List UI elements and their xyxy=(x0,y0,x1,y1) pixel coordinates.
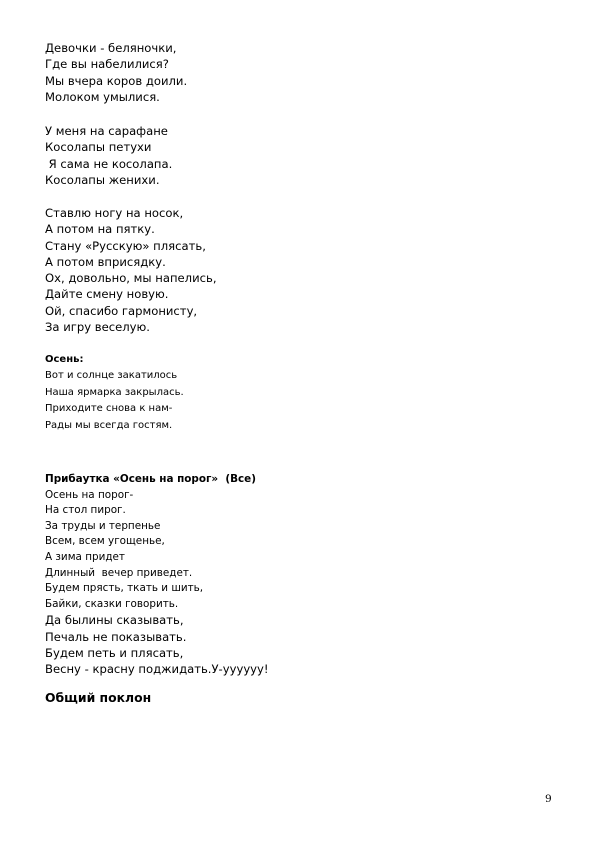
text-line: У меня на сарафане xyxy=(45,124,168,138)
text-line: Ох, довольно, мы напелись, xyxy=(45,271,217,286)
text-line: А потом вприсядку. xyxy=(45,254,166,269)
text-line: Байки, сказки говорить. xyxy=(45,597,179,610)
pribautka-heading: Прибаутка «Осень на порог» (Все) xyxy=(45,473,256,485)
text-line: Девочки - беляночки, xyxy=(45,41,177,55)
text-line: Наша ярмарка закрылась. xyxy=(45,386,184,398)
text-line: Косолапы женихи. xyxy=(45,172,160,187)
stanza-2 xyxy=(45,123,172,188)
text-line: Я сама не косолапа. xyxy=(45,156,173,171)
text-line: Осень на порог- xyxy=(45,488,134,501)
page-number: 9 xyxy=(545,793,552,805)
text-line: Длинный вечер приведет. xyxy=(45,566,193,579)
text-line: Стану «Русскую» плясать, xyxy=(45,238,206,253)
autumn-heading: Осень: xyxy=(45,354,84,365)
text-line: Печаль не показывать. xyxy=(45,629,187,644)
text-line: А потом на пятку. xyxy=(45,222,155,237)
final-bow-heading: Общий поклон xyxy=(45,690,152,705)
autumn-section xyxy=(45,352,184,434)
text-line: Весну - красну поджидать.У-уууууу! xyxy=(45,662,269,677)
text-line: Мы вчера коров доили. xyxy=(45,73,188,88)
text-line: Да былины сказывать, xyxy=(45,613,184,628)
stanza-3 xyxy=(45,205,217,335)
pribautka-section xyxy=(45,472,269,678)
text-line: Рады мы всегда гостям. xyxy=(45,419,173,431)
text-line: На стол пирог. xyxy=(45,504,126,517)
text-line: За игру веселую. xyxy=(45,320,150,335)
stanza-1 xyxy=(45,40,187,105)
text-line: Дайте смену новую. xyxy=(45,287,169,302)
text-line: Будем прясть, ткать и шить, xyxy=(45,582,204,595)
text-line: А зима придет xyxy=(45,550,125,563)
text-line: Ой, спасибо гармонисту, xyxy=(45,303,198,318)
text-line: Приходите снова к нам- xyxy=(45,403,173,415)
text-line: Молоком умылися. xyxy=(45,89,160,104)
text-line: Будем петь и плясать, xyxy=(45,645,184,660)
text-line: Всем, всем угощенье, xyxy=(45,535,165,548)
text-line: За труды и терпенье xyxy=(45,519,161,532)
text-line: Ставлю ногу на носок, xyxy=(45,206,184,220)
text-line: Вот и солнце закатилось xyxy=(45,370,178,382)
text-line: Где вы набелилися? xyxy=(45,57,169,72)
text-line: Косолапы петухи xyxy=(45,140,152,155)
